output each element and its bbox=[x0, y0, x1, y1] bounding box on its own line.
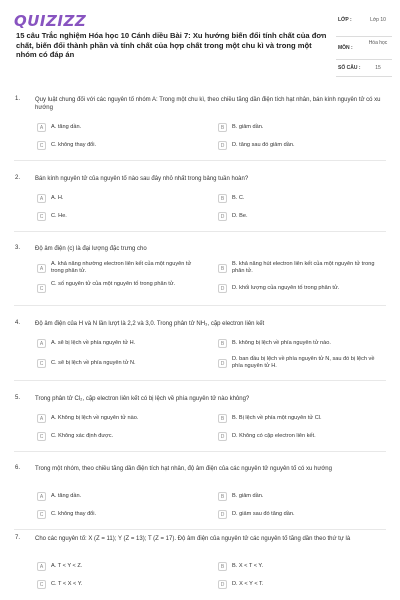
option-text: D. ban đầu bị lệch về phía nguyên tử N, sau đó bị lệch về phía nguyên tử H. bbox=[232, 356, 375, 369]
option-text: B. Bị lệch về phía một nguyên tử Cl. bbox=[232, 415, 322, 421]
option-letter-badge: B bbox=[218, 492, 227, 501]
option-b[interactable] bbox=[218, 191, 383, 207]
option-letter-badge: A bbox=[37, 194, 46, 203]
option-letter-badge: B bbox=[218, 264, 227, 273]
option-b[interactable] bbox=[218, 261, 383, 277]
meta-socau-value: 15 bbox=[375, 65, 381, 71]
option-letter-badge: C bbox=[37, 580, 46, 589]
option-text: C. Không xác định được. bbox=[51, 433, 114, 439]
option-letter-badge: D bbox=[218, 212, 227, 221]
option-text: B. X < T < Y. bbox=[232, 563, 263, 569]
option-letter-badge: C bbox=[37, 359, 46, 368]
option-c[interactable] bbox=[37, 577, 202, 593]
option-text: B. C. bbox=[232, 195, 245, 201]
option-c[interactable] bbox=[37, 507, 202, 523]
option-letter-badge: B bbox=[218, 339, 227, 348]
meta-lop bbox=[336, 14, 392, 37]
option-d[interactable] bbox=[218, 356, 383, 372]
option-text: A. tăng dần. bbox=[51, 493, 82, 499]
option-text: A. H. bbox=[51, 195, 64, 201]
question-divider bbox=[14, 529, 386, 530]
option-letter-badge: B bbox=[218, 562, 227, 571]
meta-panel bbox=[336, 14, 392, 77]
option-text: A. tăng dần. bbox=[51, 124, 82, 130]
meta-mon bbox=[336, 37, 392, 60]
option-b[interactable] bbox=[218, 411, 383, 427]
option-letter-badge: C bbox=[37, 212, 46, 221]
question-number: 1. bbox=[15, 96, 21, 102]
option-c[interactable] bbox=[37, 138, 202, 154]
option-letter-badge: C bbox=[37, 141, 46, 150]
meta-mon-label: MÔN : bbox=[338, 45, 353, 51]
question-divider bbox=[14, 451, 386, 452]
option-text: C. không thay đổi. bbox=[51, 142, 97, 148]
option-letter-badge: A bbox=[37, 339, 46, 348]
option-letter-badge: A bbox=[37, 492, 46, 501]
option-c[interactable] bbox=[37, 356, 202, 372]
option-letter-badge: B bbox=[218, 414, 227, 423]
question-number: 3. bbox=[15, 245, 21, 251]
option-text: A. khả năng nhường electron liên kết của một nguyên tử trong phân tử. bbox=[51, 261, 192, 274]
option-text: D. khối lượng của nguyên tố trong phân tử. bbox=[232, 285, 340, 291]
option-a[interactable] bbox=[37, 559, 202, 575]
option-d[interactable] bbox=[218, 209, 383, 225]
question-number: 4. bbox=[15, 320, 21, 326]
option-letter-badge: C bbox=[37, 284, 46, 293]
question-text: Cho các nguyên tố: X (Z = 11); Y (Z = 13); T (Z = 17). Độ âm điện của nguyên tử các nguyên tố tăng dần theo thứ tự là bbox=[35, 536, 351, 542]
option-d[interactable] bbox=[218, 138, 383, 154]
option-letter-badge: A bbox=[37, 414, 46, 423]
option-text: B. giảm dần. bbox=[232, 124, 264, 130]
option-letter-badge: B bbox=[218, 123, 227, 132]
option-d[interactable] bbox=[218, 507, 383, 523]
option-c[interactable] bbox=[37, 429, 202, 445]
question-text: Độ âm điện của H và N lần lượt là 2,2 và 3,0. Trong phân tử NH₃, cặp electron liên kết bbox=[35, 321, 265, 327]
option-text: C. sẽ bị lệch về phía nguyên tử N. bbox=[51, 360, 136, 366]
option-letter-badge: D bbox=[218, 359, 227, 368]
option-text: A. sẽ bị lệch về phía nguyên tử H. bbox=[51, 340, 136, 346]
option-d[interactable] bbox=[218, 429, 383, 445]
meta-mon-value: Hóa học bbox=[368, 40, 388, 46]
meta-socau-label: SỐ CÂU : bbox=[338, 65, 361, 71]
option-text: B. khả năng hút electron liên kết của một nguyên tử trong phân tử. bbox=[232, 261, 375, 274]
option-letter-badge: C bbox=[37, 432, 46, 441]
option-a[interactable] bbox=[37, 120, 202, 136]
option-letter-badge: B bbox=[218, 194, 227, 203]
option-d[interactable] bbox=[218, 577, 383, 593]
option-text: C. không thay đổi. bbox=[51, 511, 97, 517]
option-b[interactable] bbox=[218, 120, 383, 136]
option-c[interactable] bbox=[37, 281, 202, 297]
option-a[interactable] bbox=[37, 191, 202, 207]
option-b[interactable] bbox=[218, 489, 383, 505]
option-text: A. Không bị lệch về nguyên tử nào. bbox=[51, 415, 139, 421]
meta-lop-label: LỚP : bbox=[338, 17, 352, 23]
option-letter-badge: A bbox=[37, 562, 46, 571]
worksheet-title: 15 câu Trắc nghiệm Hóa học 10 Cánh diều Bài 7: Xu hướng biến đổi tính chất của đơn chất, biến đổi thành phần và tính chất của hợp chất trong một chu kì và trong một nhóm có đáp án bbox=[16, 31, 327, 60]
option-text: D. tăng sau đó giảm dần. bbox=[232, 142, 295, 148]
option-letter-badge: D bbox=[218, 510, 227, 519]
question-divider bbox=[14, 305, 386, 306]
option-text: C. T < X < Y. bbox=[51, 581, 83, 587]
option-letter-badge: C bbox=[37, 510, 46, 519]
header bbox=[0, 0, 400, 80]
option-a[interactable] bbox=[37, 336, 202, 352]
option-b[interactable] bbox=[218, 336, 383, 352]
option-letter-badge: D bbox=[218, 580, 227, 589]
option-text: D. Không có cặp electron liên kết. bbox=[232, 433, 316, 439]
option-a[interactable] bbox=[37, 489, 202, 505]
question-divider bbox=[14, 380, 386, 381]
option-letter-badge: A bbox=[37, 264, 46, 273]
brand-logo: QUIZIZZ bbox=[14, 12, 87, 30]
option-b[interactable] bbox=[218, 559, 383, 575]
option-text: B. giảm dần. bbox=[232, 493, 264, 499]
meta-lop-value: Lớp 10 bbox=[370, 17, 386, 23]
meta-socau bbox=[336, 60, 392, 77]
option-letter-badge: A bbox=[37, 123, 46, 132]
question-text: Trong một nhóm, theo chiều tăng dần điện tích hạt nhân, độ âm điện của các nguyên tử nguyên tố có xu hướng bbox=[35, 466, 332, 472]
question-number: 2. bbox=[15, 175, 21, 181]
option-letter-badge: D bbox=[218, 284, 227, 293]
option-c[interactable] bbox=[37, 209, 202, 225]
option-text: B. không bị lệch về phía nguyên tử nào. bbox=[232, 340, 331, 346]
option-text: D. X < Y < T. bbox=[232, 581, 264, 587]
question-text: Bán kính nguyên tử của nguyên tố nào sau đây nhỏ nhất trong bảng tuần hoàn? bbox=[35, 176, 249, 182]
question-divider bbox=[14, 231, 386, 232]
option-letter-badge: D bbox=[218, 432, 227, 441]
option-letter-badge: D bbox=[218, 141, 227, 150]
option-text: C. số nguyên tử của một nguyên tố trong phân tử. bbox=[51, 281, 176, 287]
option-a[interactable] bbox=[37, 261, 202, 277]
question-number: 5. bbox=[15, 395, 21, 401]
option-d[interactable] bbox=[218, 281, 383, 297]
option-text: D. giảm sau đó tăng dần. bbox=[232, 511, 295, 517]
question-divider bbox=[14, 160, 386, 161]
option-a[interactable] bbox=[37, 411, 202, 427]
option-text: A. T < Y < Z. bbox=[51, 563, 83, 569]
option-text: C. He. bbox=[51, 213, 67, 219]
question-text: Quy luật chung đối với các nguyên tố nhóm A: Trong một chu kì, theo chiều tăng dần điện tích hạt nhân, bán kính nguyên tử có xu hướng bbox=[35, 97, 381, 111]
question-text: Trong phân tử Cl₂, cặp electron liên kết có bị lệch về phía nguyên tử nào không? bbox=[35, 396, 250, 402]
option-text: D. Be. bbox=[232, 213, 248, 219]
question-number: 6. bbox=[15, 465, 21, 471]
question-number: 7. bbox=[15, 535, 21, 541]
question-text: Độ âm điện (c) là đại lượng đặc trưng cho bbox=[35, 246, 147, 252]
